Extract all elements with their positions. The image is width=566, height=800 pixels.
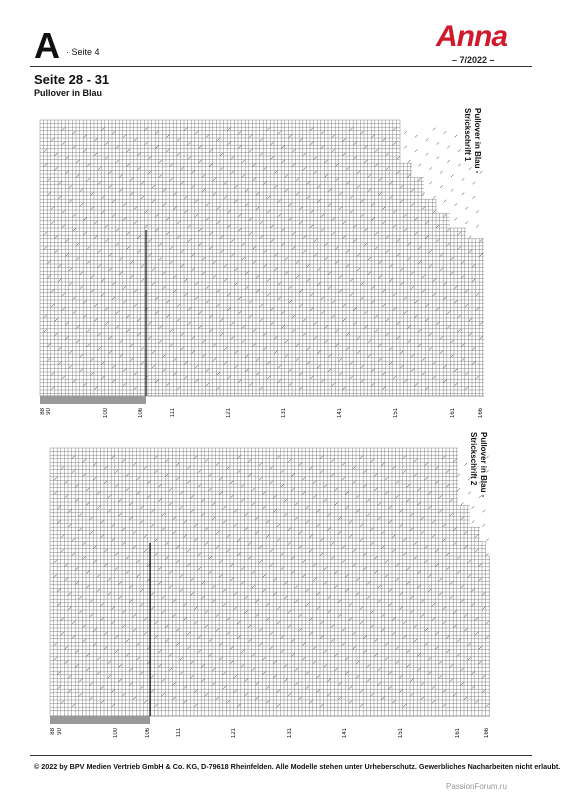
axis-tick-label: 100 <box>113 728 119 739</box>
axis-tick-label: 106 <box>138 408 144 419</box>
axis-tick-label: 121 <box>231 728 237 739</box>
axis-tick-label: 166 <box>478 408 484 419</box>
pattern-subtitle: Pullover in Blau <box>34 88 103 98</box>
axis-tick-label: 141 <box>337 408 343 419</box>
axis-tick-label: 90 <box>57 728 63 735</box>
axis-tick-label: 161 <box>450 408 456 419</box>
issue-number: – 7/2022 – <box>452 55 495 65</box>
chart-1-title-line1: Pullover in Blau - <box>473 108 482 174</box>
chart-2-title <box>468 432 488 497</box>
watermark: PassionForum.ru <box>446 782 507 791</box>
chart-2-title-line2: Strickschrift 2 <box>469 432 478 486</box>
axis-tick-label: 111 <box>170 408 176 418</box>
axis-tick-label: 131 <box>281 408 287 419</box>
chart-2-cells <box>50 448 490 724</box>
brand-logo: Anna <box>436 20 507 53</box>
magazine-logo-letter: A <box>34 25 60 66</box>
axis-tick-label: 111 <box>176 728 182 738</box>
page-title: Seite 28 - 31 <box>34 72 110 87</box>
axis-tick-label: 151 <box>393 408 399 419</box>
page-number-label: · Seite 4 <box>66 47 100 57</box>
axis-tick-label: 141 <box>342 728 348 739</box>
axis-tick-label: 106 <box>145 728 151 739</box>
axis-tick-label: 166 <box>484 728 490 739</box>
axis-tick-label: 151 <box>398 728 404 739</box>
axis-tick-label: 88 <box>50 728 56 735</box>
chart-1-title-line2: Strickschrift 1 <box>463 108 472 162</box>
axis-tick-label: 88 <box>40 408 46 415</box>
axis-tick-label: 161 <box>455 728 461 739</box>
axis-tick-label: 90 <box>46 408 52 415</box>
copyright-notice: © 2022 by BPV Medien Vertrieb GmbH & Co. KG, D-79618 Rheinfelden. Alle Modelle stehen unter Urheberschutz. Gewerbliches Nacharbeiten nicht erlaubt. <box>34 762 561 771</box>
axis-tick-label: 121 <box>226 408 232 419</box>
chart-2-title-line1: Pullover in Blau - <box>479 432 488 498</box>
footer-divider <box>30 755 532 756</box>
axis-tick-label: 131 <box>287 728 293 739</box>
axis-tick-label: 100 <box>103 408 109 419</box>
